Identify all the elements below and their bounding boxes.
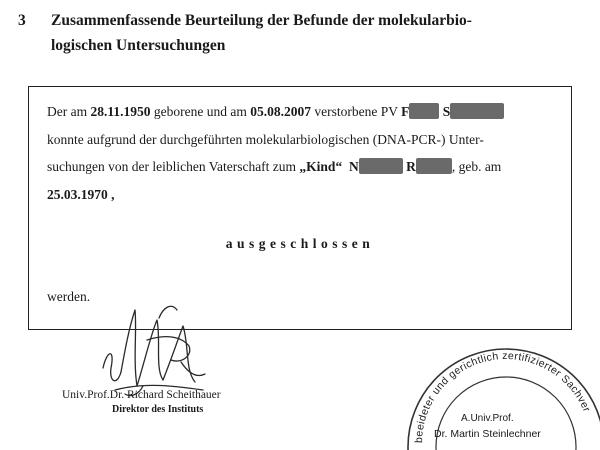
findings-text: , [107, 187, 115, 202]
findings-line-1 [47, 102, 504, 122]
section-title-line-2: logischen Untersuchungen [51, 37, 226, 54]
pv-initial: S [442, 104, 451, 119]
birth-date: 28.11.1950 [90, 104, 151, 119]
stamp-label: A.Univ.Prof. [461, 413, 514, 424]
signer-name: Univ.Prof.Dr. Richard Scheithauer [62, 389, 221, 401]
findings-line-4 [47, 185, 115, 205]
findings-line-2: konnte aufgrund der durchgeführten molekularbiologischen (DNA-PCR-) Unter- [47, 132, 484, 147]
child-birth-date: 25.03.1970 [47, 187, 108, 202]
findings-text: , geb. am [451, 159, 502, 174]
stamp-arc-text: beeideter und gerichtlich zertifizierter Sachver [412, 349, 593, 444]
pv-initial: F [401, 104, 410, 119]
verdict: ausgeschlossen [225, 236, 375, 251]
redaction-block [409, 103, 439, 119]
child-initial: R [406, 159, 416, 174]
closing-text: werden. [47, 289, 91, 304]
findings-text: suchungen von der leiblichen Vaterschaft zum [47, 159, 300, 174]
redaction-block [450, 103, 504, 119]
section-title-line-1: Zusammenfassende Beurteilung der Befunde der molekularbio- [51, 12, 472, 29]
child-label: „Kind“ [299, 159, 343, 174]
findings-text: verstorbene PV [310, 104, 402, 119]
stamp-label: Dr. Martin Steinlechner [434, 428, 541, 440]
redaction-block [416, 158, 452, 174]
redaction-block [359, 158, 403, 174]
death-date: 05.08.2007 [250, 104, 311, 119]
findings-text: Der am [47, 104, 91, 119]
findings-line-3 [47, 157, 501, 177]
signer-title: Direktor des Instituts [112, 404, 204, 415]
findings-text: geborene und am [150, 104, 251, 119]
section-number: 3 [18, 12, 26, 29]
child-initial: N [348, 159, 359, 174]
